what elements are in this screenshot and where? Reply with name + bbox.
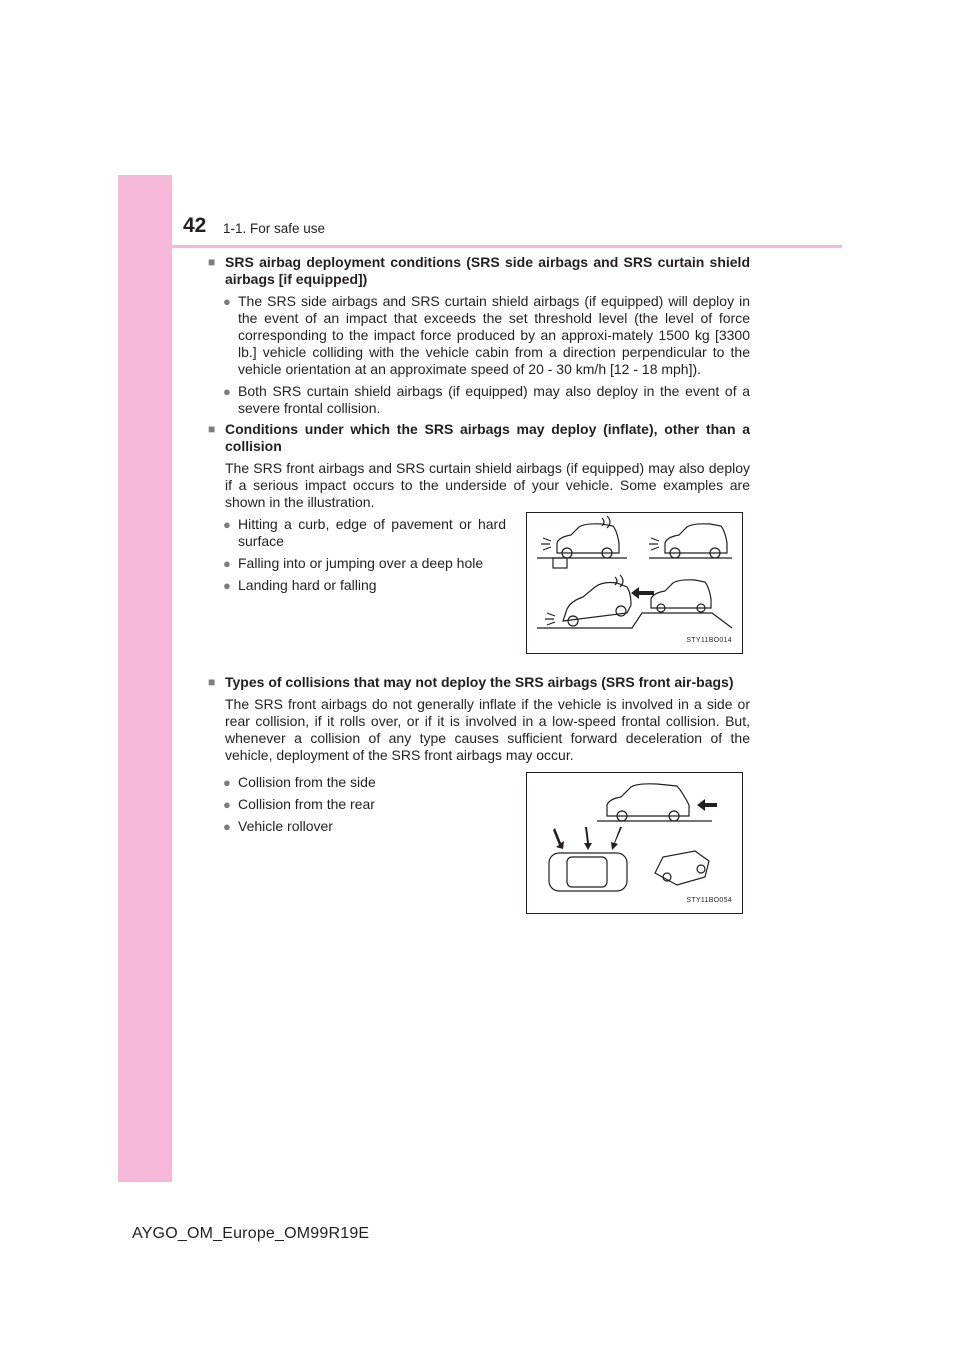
header-divider [118, 245, 842, 248]
bullet-curtain-frontal: ● Both SRS curtain shield airbags (if equipped) may also deploy in the event of a severe frontal collision. [208, 383, 750, 417]
bullet-rollover: ● Vehicle rollover [208, 818, 506, 835]
bullet-hitting-curb: ● Hitting a curb, edge of pavement or hard surface [208, 516, 506, 550]
figure-code: STY11BO014 [686, 637, 732, 644]
figure-code: STY11BO054 [686, 897, 732, 904]
paragraph-underside-impact: The SRS front airbags and SRS curtain shield airbags (if equipped) may also deploy if a serious impact occurs to the underside of your vehicle. Some examples are shown in the illustration. [225, 460, 750, 510]
illustration-non-deploy-collisions [526, 772, 743, 914]
chapter-tab-bar [118, 175, 172, 1182]
paragraph-front-airbag-inflation: The SRS front airbags do not generally inflate if the vehicle is involved in a side or rear collision, if it rolls over, or if it is involved in a low-speed frontal collision. But, whenever a collision of any type causes sufficient forward deceleration of the vehicle, deployment of the SRS front airbags may occur. [225, 696, 750, 763]
heading-non-deploy-collisions: ■ Types of collisions that may not deploy the SRS airbags (SRS front air-bags) [208, 674, 750, 691]
page-content [208, 250, 750, 914]
bullet-rear-collision: ● Collision from the rear [208, 796, 506, 813]
bullet-landing-hard: ● Landing hard or falling [208, 577, 506, 594]
bullet-side-collision: ● Collision from the side [208, 774, 506, 791]
heading-non-collision-deploy: ■ Conditions under which the SRS airbags may deploy (inflate), other than a collision [208, 421, 750, 455]
deploy-examples-row [208, 516, 750, 664]
section-title: 1-1. For safe use [223, 221, 326, 236]
bullet-deep-hole: ● Falling into or jumping over a deep hole [208, 555, 506, 572]
document-id-footer: AYGO_OM_Europe_OM99R19E [132, 1225, 370, 1242]
non-deploy-examples-row [208, 774, 750, 914]
heading-side-airbag-conditions: ■ SRS airbag deployment conditions (SRS side airbags and SRS curtain shield airbags [if equipped]) [208, 254, 750, 288]
bullet-side-threshold: ● The SRS side airbags and SRS curtain shield airbags (if equipped) will deploy in the event of an impact that exceeds the set threshold level (the level of force corresponding to the impact force produced by an approxi-mately 1500 kg [3300 lb.] vehicle colliding with the vehicle cabin from a direction perpendicular to the vehicle orientation at an approximate speed of 20 - 30 km/h [12 - 18 mph]). [208, 293, 750, 378]
page-number: 42 [183, 214, 207, 237]
illustration-undercarriage-impacts [526, 512, 743, 654]
